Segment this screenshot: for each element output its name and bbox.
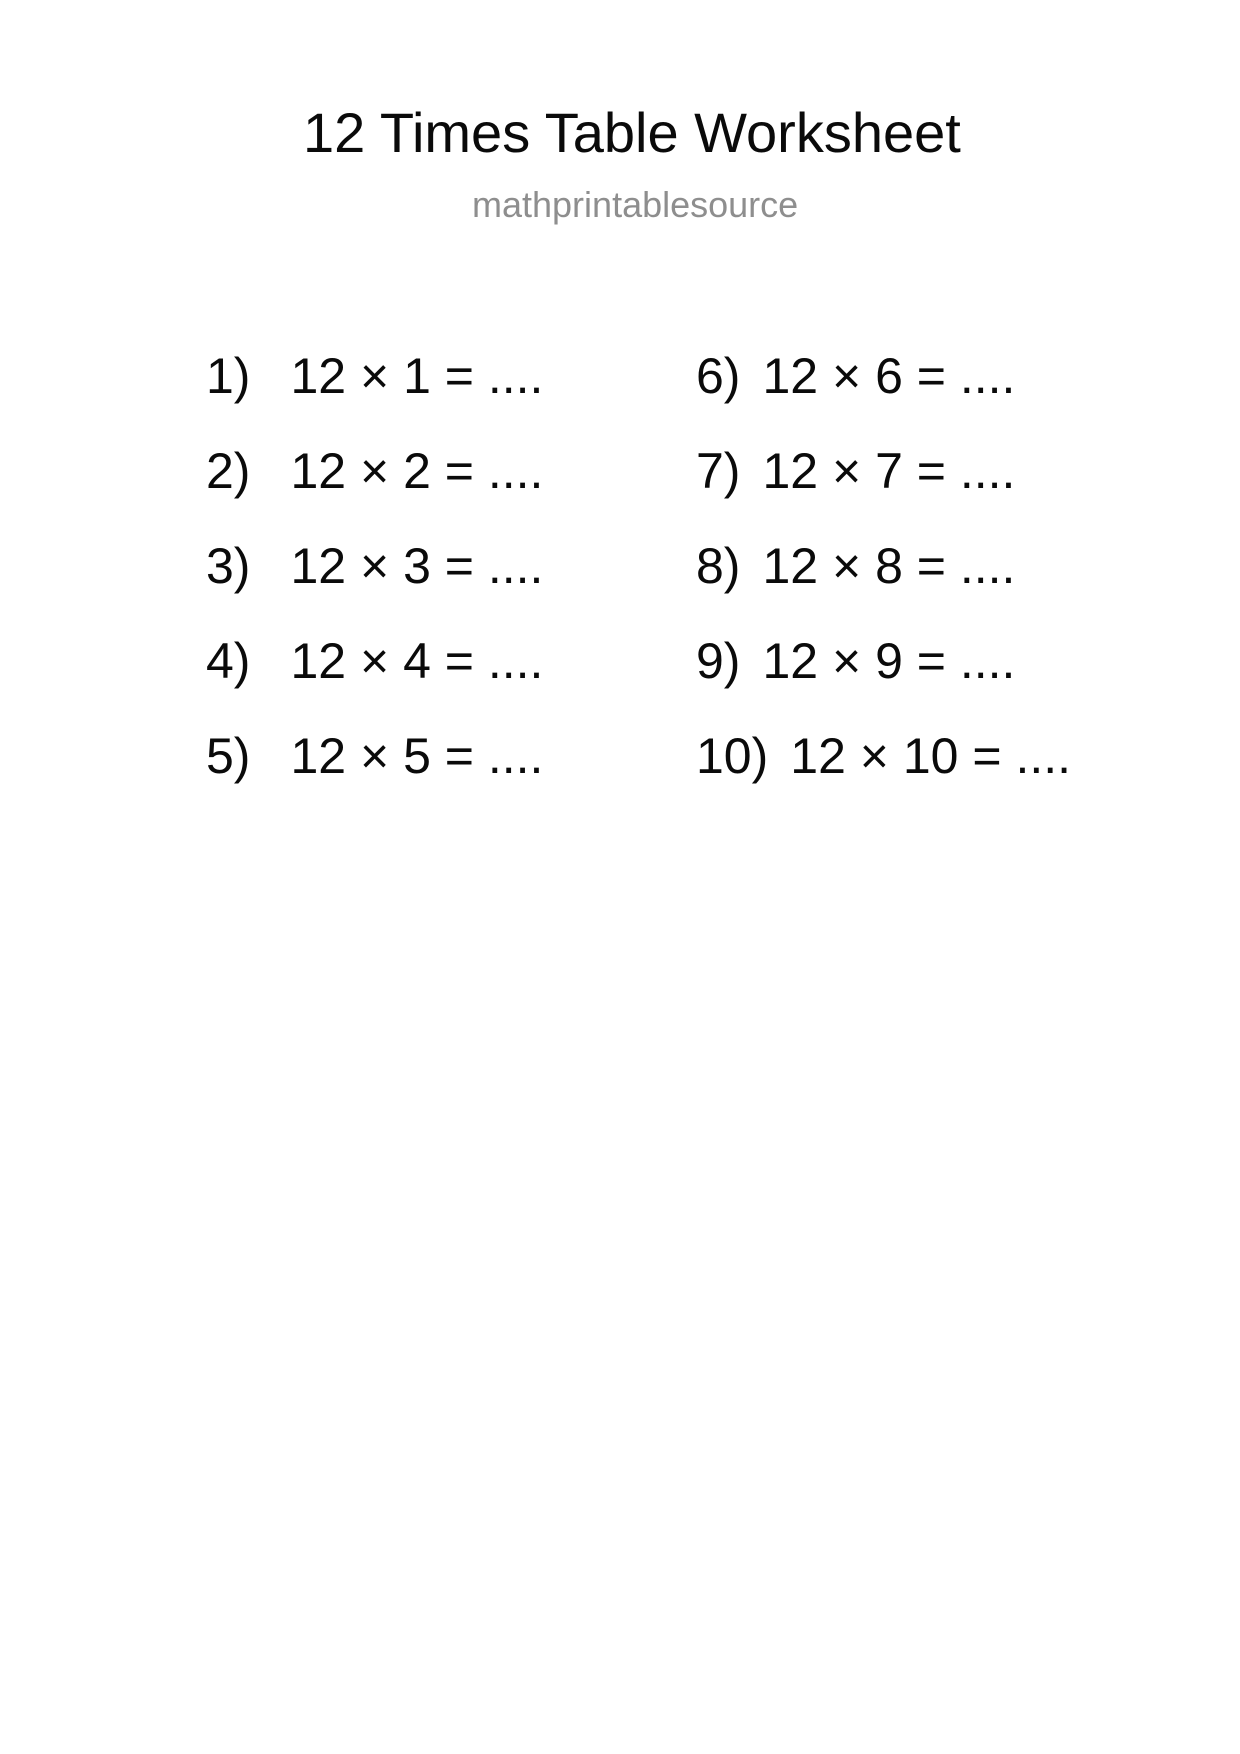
problem-expression: 12 × 10 = .... <box>790 728 1072 784</box>
problem-number: 9) <box>696 633 741 689</box>
problem-row-10 <box>696 728 1072 784</box>
problem-expression: 12 × 1 = .... <box>290 348 544 404</box>
problem-expression: 12 × 9 = .... <box>762 633 1016 689</box>
problem-number: 6) <box>696 348 741 404</box>
problem-row-9 <box>696 633 1071 689</box>
page-subtitle: mathprintablesource <box>472 184 799 225</box>
problem-expression: 12 × 6 = .... <box>762 348 1016 404</box>
problem-number: 5) <box>206 728 251 784</box>
problem-expression: 12 × 2 = .... <box>290 443 544 499</box>
problem-expression: 12 × 3 = .... <box>290 538 544 594</box>
problem-row-1 <box>206 348 544 404</box>
problem-row-6 <box>696 348 1071 404</box>
problem-number: 1) <box>206 348 251 404</box>
problem-number: 4) <box>206 633 251 689</box>
problem-expression: 12 × 4 = .... <box>290 633 544 689</box>
problem-number: 10) <box>696 728 769 784</box>
problems-column-left <box>206 348 544 784</box>
problem-row-4 <box>206 633 544 689</box>
problem-row-3 <box>206 538 544 594</box>
problem-row-7 <box>696 443 1071 499</box>
problem-number: 7) <box>696 443 741 499</box>
problems-column-right <box>696 348 1072 784</box>
problem-expression: 12 × 7 = .... <box>762 443 1016 499</box>
problem-number: 2) <box>206 443 251 499</box>
problem-expression: 12 × 8 = .... <box>762 538 1016 594</box>
problem-row-5 <box>206 728 544 784</box>
problem-row-8 <box>696 538 1071 594</box>
problem-number: 3) <box>206 538 251 594</box>
page-title: 12 Times Table Worksheet <box>303 101 961 164</box>
problem-number: 8) <box>696 538 741 594</box>
problem-row-2 <box>206 443 544 499</box>
problem-expression: 12 × 5 = .... <box>290 728 544 784</box>
